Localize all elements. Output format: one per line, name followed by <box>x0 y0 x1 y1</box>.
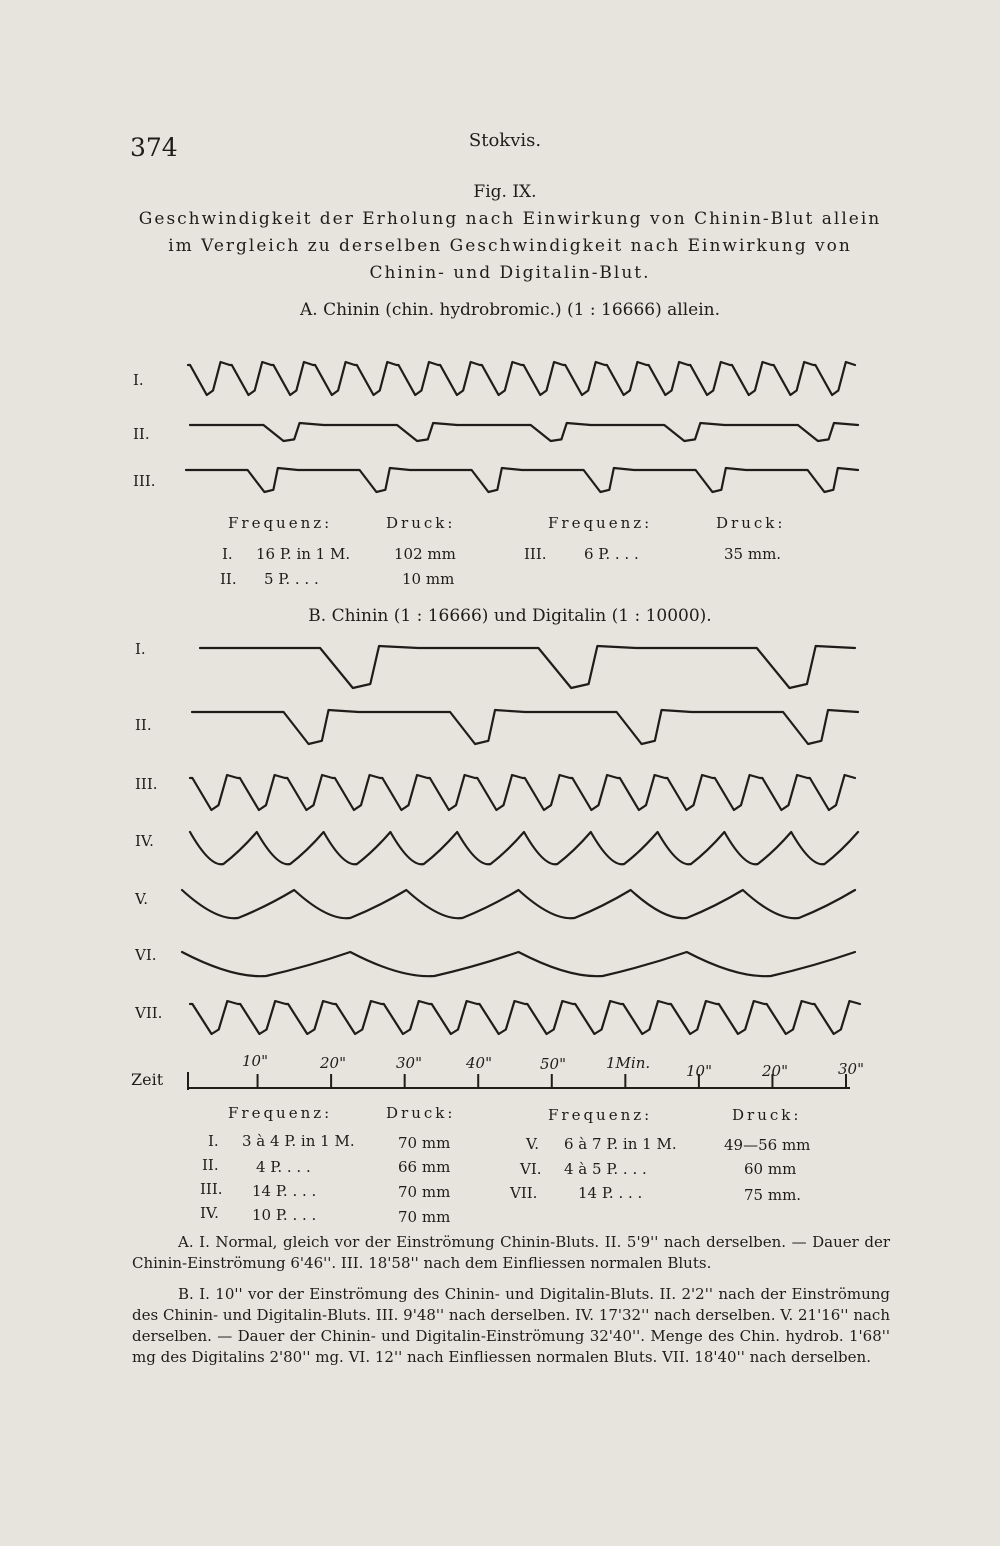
trace-b-4 <box>190 832 858 864</box>
table-a-freq-header-1: Frequenz: <box>228 514 333 532</box>
table-b-row-label: VI. <box>520 1160 542 1178</box>
table-a-row-label: III. <box>524 545 547 563</box>
time-tick-label: 20" <box>762 1062 788 1080</box>
trace-b-7 <box>190 1001 860 1034</box>
table-b-freq-header-2: Frequenz: <box>548 1106 653 1124</box>
table-a-row-druck: 35 mm. <box>724 545 782 563</box>
trace-b-5 <box>182 890 855 918</box>
figure-caption-line-2: im Vergleich zu derselben Geschwindigkeit nach Einwirkung von <box>168 236 852 256</box>
table-a-row-druck: 102 mm <box>394 545 456 563</box>
table-b-row-freq: 3 à 4 P. in 1 M. <box>242 1132 355 1150</box>
time-tick-label: 30" <box>396 1054 422 1072</box>
trace-b-label-6: VI. <box>135 946 157 964</box>
table-b-row-freq: 4 P. . . . <box>256 1158 311 1176</box>
trace-b-label-5: V. <box>135 890 148 908</box>
table-a-druck-header-1: Druck: <box>386 514 456 532</box>
figure-label: Fig. IX. <box>473 182 537 202</box>
page-number: 374 <box>130 133 178 162</box>
table-b-row-druck: 70 mm <box>398 1183 451 1201</box>
time-tick-label: 40" <box>466 1054 492 1072</box>
trace-b-label-2: II. <box>135 716 152 734</box>
figure-caption-line-1: Geschwindigkeit der Erholung nach Einwirkung von Chinin-Blut allein <box>138 209 882 229</box>
table-b-row-druck: 70 mm <box>398 1134 451 1152</box>
table-b-row-freq: 10 P. . . . <box>252 1206 317 1224</box>
running-head: Stokvis. <box>468 130 542 151</box>
table-b-row-druck: 75 mm. <box>744 1186 802 1204</box>
table-b-row-freq: 14 P. . . . <box>578 1184 643 1202</box>
table-a-row-label: I. <box>222 545 233 563</box>
table-a-row-freq: 6 P. . . . <box>584 545 639 563</box>
trace-b-label-7: VII. <box>135 1004 163 1022</box>
time-tick-label: 1Min. <box>606 1054 651 1072</box>
table-b-row-label: VII. <box>510 1184 538 1202</box>
trace-b-label-3: III. <box>135 775 158 793</box>
table-a-row-freq: 5 P. . . . <box>264 570 319 588</box>
table-b-row-label: II. <box>202 1156 219 1174</box>
section-b-title: B. Chinin (1 : 16666) und Digitalin (1 : 10000). <box>308 606 712 626</box>
trace-a-label-3: III. <box>133 472 156 490</box>
note-a: A. I. Normal, gleich vor der Einströmung Chinin-Bluts. II. 5'9'' nach derselben. — Dauer der Chinin-Einströmung 6'46''. III. 18'58'' nach dem Einfliessen normalen Bluts. <box>132 1233 890 1272</box>
table-b-row-druck: 66 mm <box>398 1158 451 1176</box>
trace-b-3 <box>190 775 855 810</box>
trace-b-label-4: IV. <box>135 832 154 850</box>
table-b-druck-header-2: Druck: <box>732 1106 802 1124</box>
trace-a-label-2: II. <box>133 425 150 443</box>
trace-b-label-1: I. <box>135 640 146 658</box>
table-b-freq-header-1: Frequenz: <box>228 1104 333 1122</box>
table-a-freq-header-2: Frequenz: <box>548 514 653 532</box>
table-a-row-druck: 10 mm <box>402 570 455 588</box>
table-b-row-freq: 6 à 7 P. in 1 M. <box>564 1135 677 1153</box>
table-b-row-label: I. <box>208 1132 219 1150</box>
table-a-row-label: II. <box>220 570 237 588</box>
trace-a-3 <box>186 468 858 492</box>
trace-b-1 <box>200 646 855 688</box>
table-b-row-druck: 49—56 mm <box>724 1136 811 1154</box>
trace-a-1 <box>188 362 855 395</box>
table-a-druck-header-2: Druck: <box>716 514 786 532</box>
table-b-row-druck: 70 mm <box>398 1208 451 1226</box>
trace-b-6 <box>182 952 855 976</box>
trace-a-label-1: I. <box>133 371 144 389</box>
time-axis-label: Zeit <box>131 1070 164 1089</box>
time-tick-label: 30" <box>838 1060 864 1078</box>
table-b-druck-header-1: Druck: <box>386 1104 456 1122</box>
trace-a-2 <box>190 423 858 441</box>
table-b-row-druck: 60 mm <box>744 1160 797 1178</box>
table-b-row-freq: 14 P. . . . <box>252 1182 317 1200</box>
table-b-row-label: IV. <box>200 1204 219 1222</box>
trace-b-2 <box>192 710 858 744</box>
time-tick-label: 10" <box>686 1062 712 1080</box>
note-b: B. I. 10'' vor der Einströmung des Chinin- und Digitalin-Bluts. II. 2'2'' nach der Einströmung des Chinin- und Digitalin-Bluts. III. 9'48'' nach derselben. IV. 17'32'' nach derselben. V. 21'16'' nach derselben. — Dauer der Chinin- und Digitalin-Einströmung 32'40''. Menge des Chin. hydrob. 1'68'' mg des Digitalins 2'80'' mg. VI. 12'' nach Einfliessen normalen Bluts. VII. 18'40'' nach derselben. <box>132 1285 890 1366</box>
table-b-row-label: III. <box>200 1180 223 1198</box>
time-tick-label: 10" <box>242 1052 268 1070</box>
time-tick-label: 20" <box>320 1054 346 1072</box>
section-a-title: A. Chinin (chin. hydrobromic.) (1 : 16666) allein. <box>299 300 721 320</box>
table-a-row-freq: 16 P. in 1 M. <box>256 545 351 563</box>
table-b-row-label: V. <box>526 1135 539 1153</box>
table-b-row-freq: 4 à 5 P. . . . <box>564 1160 647 1178</box>
figure-caption-line-3: Chinin- und Digitalin-Blut. <box>369 263 651 283</box>
time-tick-label: 50" <box>540 1055 566 1073</box>
